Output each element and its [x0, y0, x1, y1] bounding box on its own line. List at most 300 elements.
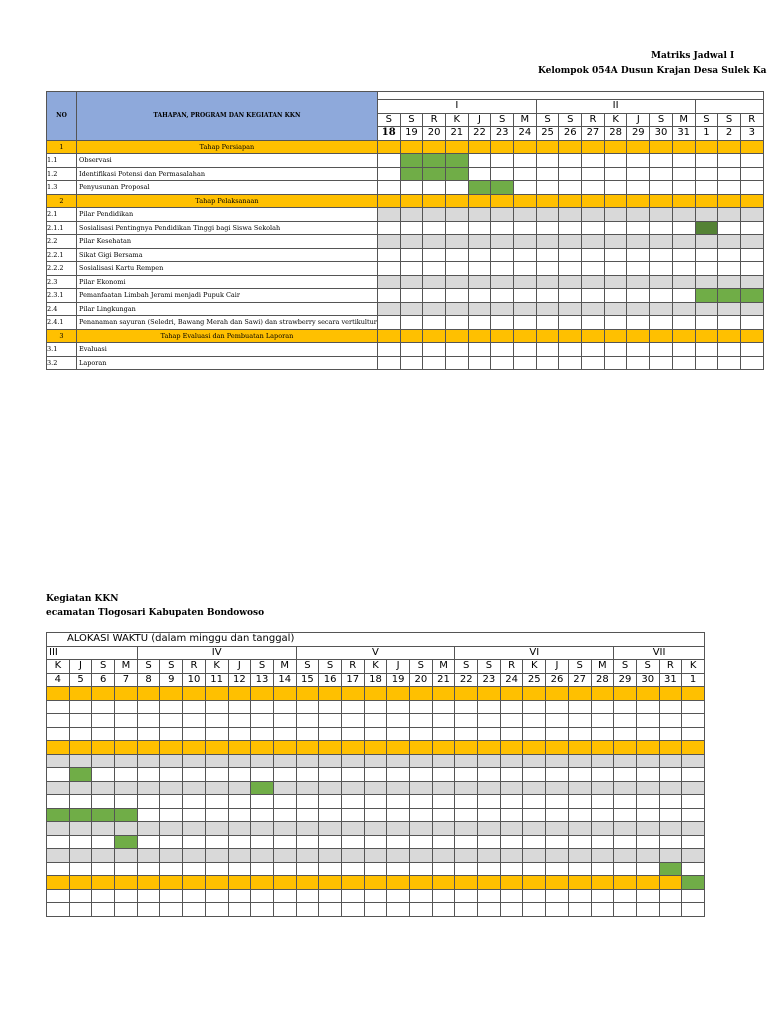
schedule-cell [387, 754, 410, 768]
table-row [47, 795, 705, 809]
date-label: 4 [47, 673, 70, 687]
schedule-cell [137, 862, 160, 876]
table-row [47, 194, 764, 208]
schedule-cell [137, 835, 160, 849]
header-top-blank [377, 92, 763, 100]
day-label: S [455, 660, 478, 674]
schedule-cell [559, 302, 582, 316]
schedule-cell [432, 741, 455, 755]
schedule-cell [627, 208, 650, 222]
schedule-cell [400, 235, 423, 249]
schedule-cell [659, 903, 682, 917]
schedule-cell [92, 700, 115, 714]
schedule-cell [536, 356, 559, 370]
schedule-cell [205, 768, 228, 782]
schedule-cell [341, 903, 364, 917]
schedule-cell [491, 248, 514, 262]
schedule-cell [627, 221, 650, 235]
schedule-cell [251, 889, 274, 903]
schedule-cell [468, 289, 491, 303]
date-label: 24 [500, 673, 523, 687]
schedule-cell [523, 808, 546, 822]
schedule-cell [400, 275, 423, 289]
section-cell [377, 194, 400, 208]
schedule-cell [636, 808, 659, 822]
table-row [47, 154, 764, 168]
schedule-cell [423, 356, 446, 370]
schedule-cell [614, 795, 637, 809]
schedule-cell [604, 235, 627, 249]
schedule-cell [319, 808, 342, 822]
schedule-cell [432, 835, 455, 849]
schedule-cell [432, 781, 455, 795]
schedule-cell [659, 876, 682, 890]
schedule-cell [591, 876, 614, 890]
schedule-cell [115, 700, 138, 714]
table-row [47, 808, 705, 822]
schedule-cell [468, 302, 491, 316]
schedule-cell [319, 754, 342, 768]
schedule-cell [92, 876, 115, 890]
schedule-cell [478, 849, 501, 863]
schedule-cell [69, 754, 92, 768]
schedule-cell [137, 741, 160, 755]
schedule-cell [387, 781, 410, 795]
table-row [47, 768, 705, 782]
schedule-cell [137, 849, 160, 863]
schedule-cell [341, 795, 364, 809]
schedule-cell [273, 795, 296, 809]
schedule-cell [682, 781, 705, 795]
schedule-cell [604, 248, 627, 262]
section-cell [604, 329, 627, 343]
section-cell [740, 329, 763, 343]
section-cell [695, 329, 718, 343]
activity-label: Pilar Pendidikan [77, 208, 378, 222]
schedule-cell [319, 727, 342, 741]
table-row [47, 181, 764, 195]
date-label: 12 [228, 673, 251, 687]
schedule-cell [341, 781, 364, 795]
schedule-cell [523, 849, 546, 863]
schedule-cell [740, 275, 763, 289]
schedule-cell [559, 208, 582, 222]
table-row [47, 208, 764, 222]
schedule-cell [341, 727, 364, 741]
schedule-cell [387, 741, 410, 755]
section-cell [491, 329, 514, 343]
section-cell [672, 329, 695, 343]
schedule-cell [614, 727, 637, 741]
schedule-cell [523, 889, 546, 903]
schedule-cell [251, 687, 274, 701]
schedule-cell [69, 687, 92, 701]
schedule-cell [205, 727, 228, 741]
schedule-cell [183, 768, 206, 782]
activity-label: Laporan [77, 356, 378, 370]
schedule-cell [546, 727, 569, 741]
table-row [47, 221, 764, 235]
schedule-cell [568, 714, 591, 728]
schedule-cell [514, 302, 537, 316]
schedule-cell [455, 835, 478, 849]
schedule-cell [410, 781, 433, 795]
schedule-cell [160, 849, 183, 863]
schedule-cell [718, 316, 741, 330]
schedule-cell [92, 781, 115, 795]
schedule-cell [432, 727, 455, 741]
schedule-cell [591, 795, 614, 809]
schedule-cell [445, 221, 468, 235]
schedule-cell [341, 700, 364, 714]
schedule-cell [296, 714, 319, 728]
schedule-cell [650, 235, 673, 249]
schedule-cell [627, 275, 650, 289]
scheduled-cell [47, 808, 70, 822]
day-label: J [387, 660, 410, 674]
schedule-cell [455, 808, 478, 822]
schedule-cell [183, 754, 206, 768]
date-label: 23 [478, 673, 501, 687]
schedule-cell [491, 154, 514, 168]
schedule-cell [92, 768, 115, 782]
schedule-cell [536, 289, 559, 303]
schedule-cell [445, 208, 468, 222]
activity-label: Sikat Gigi Bersama [77, 248, 378, 262]
schedule-cell [364, 849, 387, 863]
schedule-cell [364, 687, 387, 701]
schedule-cell [92, 835, 115, 849]
schedule-cell [364, 795, 387, 809]
schedule-cell [718, 302, 741, 316]
schedule-cell [377, 221, 400, 235]
table-row [47, 316, 764, 330]
schedule-cell [659, 741, 682, 755]
schedule-cell [410, 754, 433, 768]
schedule-cell [672, 262, 695, 276]
schedule-cell [296, 754, 319, 768]
day-label: S [377, 113, 400, 127]
schedule-cell [659, 700, 682, 714]
day-label: J [468, 113, 491, 127]
schedule-cell [614, 768, 637, 782]
day-label: J [627, 113, 650, 127]
section-cell [536, 140, 559, 154]
schedule-cell [650, 181, 673, 195]
section-cell [582, 140, 605, 154]
schedule-cell [228, 889, 251, 903]
schedule-cell [672, 356, 695, 370]
schedule-cell [695, 316, 718, 330]
schedule-cell [659, 835, 682, 849]
schedule-cell [523, 781, 546, 795]
schedule-cell [740, 262, 763, 276]
section-cell [400, 140, 423, 154]
schedule-cell [546, 903, 569, 917]
schedule-cell [523, 862, 546, 876]
scheduled-cell [115, 808, 138, 822]
activity-label: Sosialisasi Kartu Rempen [77, 262, 378, 276]
schedule-cell [115, 714, 138, 728]
schedule-cell [319, 903, 342, 917]
day-label: R [582, 113, 605, 127]
schedule-cell [160, 808, 183, 822]
day-label: S [695, 113, 718, 127]
schedule-cell [183, 795, 206, 809]
schedule-cell [650, 343, 673, 357]
scheduled-cell [695, 289, 718, 303]
schedule-cell [432, 795, 455, 809]
section-cell [740, 140, 763, 154]
schedule-cell [273, 727, 296, 741]
table-row [47, 302, 764, 316]
schedule-cell [478, 876, 501, 890]
continued-title-line2: ecamatan Tlogosari Kabupaten Bondowoso [46, 608, 265, 618]
schedule-cell [627, 316, 650, 330]
section-cell [514, 140, 537, 154]
schedule-cell [377, 275, 400, 289]
schedule-cell [137, 781, 160, 795]
schedule-cell [319, 876, 342, 890]
date-label: 27 [582, 127, 605, 141]
schedule-cell [115, 781, 138, 795]
schedule-cell [47, 889, 70, 903]
schedule-cell [718, 235, 741, 249]
schedule-cell [500, 754, 523, 768]
section-cell [582, 194, 605, 208]
schedule-cell [47, 741, 70, 755]
day-label: K [205, 660, 228, 674]
schedule-cell [514, 275, 537, 289]
schedule-cell [582, 248, 605, 262]
schedule-cell [183, 862, 206, 876]
schedule-cell [160, 768, 183, 782]
schedule-cell [468, 248, 491, 262]
day-label: M [514, 113, 537, 127]
schedule-cell [455, 687, 478, 701]
schedule-cell [387, 795, 410, 809]
schedule-cell [137, 754, 160, 768]
day-label: K [682, 660, 705, 674]
schedule-cell [636, 700, 659, 714]
schedule-cell [364, 714, 387, 728]
schedule-cell [546, 876, 569, 890]
schedule-cell [523, 795, 546, 809]
date-label: 17 [341, 673, 364, 687]
schedule-cell [400, 221, 423, 235]
schedule-cell [400, 208, 423, 222]
row-number: 2.2.2 [47, 262, 77, 276]
schedule-cell [364, 768, 387, 782]
schedule-cell [627, 235, 650, 249]
date-label: 22 [455, 673, 478, 687]
schedule-cell [591, 849, 614, 863]
schedule-cell [205, 700, 228, 714]
day-label: S [650, 113, 673, 127]
schedule-cell [568, 889, 591, 903]
schedule-cell [559, 262, 582, 276]
schedule-cell [47, 862, 70, 876]
schedule-cell [468, 262, 491, 276]
schedule-cell [695, 356, 718, 370]
schedule-cell [546, 781, 569, 795]
schedule-cell [672, 316, 695, 330]
schedule-cell [69, 714, 92, 728]
schedule-cell [160, 835, 183, 849]
schedule-cell [160, 714, 183, 728]
schedule-cell [205, 822, 228, 836]
table-row [47, 754, 705, 768]
schedule-cell [604, 316, 627, 330]
section-cell [445, 329, 468, 343]
row-number: 3.2 [47, 356, 77, 370]
schedule-cell [445, 248, 468, 262]
schedule-cell [523, 727, 546, 741]
row-number: 2.2 [47, 235, 77, 249]
schedule-cell [115, 876, 138, 890]
schedule-cell [432, 849, 455, 863]
schedule-cell [205, 714, 228, 728]
schedule-cell [364, 835, 387, 849]
schedule-cell [228, 808, 251, 822]
date-label: 19 [387, 673, 410, 687]
scheduled-cell [92, 808, 115, 822]
schedule-cell [160, 754, 183, 768]
schedule-cell [445, 235, 468, 249]
schedule-cell [205, 889, 228, 903]
schedule-cell [568, 727, 591, 741]
schedule-cell [478, 781, 501, 795]
schedule-cell [682, 687, 705, 701]
schedule-cell [455, 822, 478, 836]
schedule-cell [364, 741, 387, 755]
schedule-cell [205, 754, 228, 768]
schedule-cell [228, 741, 251, 755]
day-label: K [445, 113, 468, 127]
schedule-cell [160, 903, 183, 917]
schedule-cell [251, 903, 274, 917]
schedule-cell [500, 714, 523, 728]
schedule-cell [536, 275, 559, 289]
header-no: NO [47, 92, 77, 141]
schedule-cell [445, 181, 468, 195]
schedule-cell [377, 208, 400, 222]
schedule-cell [69, 822, 92, 836]
schedule-cell [650, 221, 673, 235]
week-label: IV [137, 646, 296, 660]
schedule-cell [636, 741, 659, 755]
schedule-cell [387, 700, 410, 714]
schedule-cell [160, 795, 183, 809]
schedule-cell [137, 903, 160, 917]
schedule-cell [682, 741, 705, 755]
schedule-cell [387, 727, 410, 741]
schedule-cell [387, 876, 410, 890]
schedule-cell [400, 356, 423, 370]
schedule-cell [273, 687, 296, 701]
schedule-cell [160, 687, 183, 701]
schedule-cell [228, 795, 251, 809]
section-cell [423, 329, 446, 343]
schedule-cell [478, 700, 501, 714]
schedule-cell [636, 903, 659, 917]
schedule-cell [455, 714, 478, 728]
schedule-cell [582, 181, 605, 195]
schedule-cell [695, 275, 718, 289]
section-cell [468, 329, 491, 343]
schedule-cell [536, 302, 559, 316]
section-cell [468, 140, 491, 154]
schedule-cell [251, 714, 274, 728]
schedule-cell [627, 356, 650, 370]
schedule-cell [614, 862, 637, 876]
schedule-cell [423, 289, 446, 303]
schedule-cell [659, 822, 682, 836]
schedule-cell [478, 714, 501, 728]
activity-label: Pilar Kesehatan [77, 235, 378, 249]
schedule-cell [400, 262, 423, 276]
schedule-cell [47, 835, 70, 849]
schedule-cell [377, 316, 400, 330]
date-label: 25 [536, 127, 559, 141]
schedule-cell [559, 235, 582, 249]
schedule-cell [423, 343, 446, 357]
schedule-cell [364, 781, 387, 795]
schedule-cell [568, 687, 591, 701]
schedule-cell [410, 876, 433, 890]
schedule-cell [682, 849, 705, 863]
schedule-cell [364, 889, 387, 903]
schedule-cell [546, 822, 569, 836]
schedule-cell [251, 700, 274, 714]
schedule-cell [387, 687, 410, 701]
schedule-cell [659, 768, 682, 782]
section-cell [400, 194, 423, 208]
schedule-cell [205, 808, 228, 822]
date-label: 18 [377, 127, 400, 141]
schedule-cell [69, 741, 92, 755]
schedule-cell [559, 154, 582, 168]
schedule-cell [183, 889, 206, 903]
schedule-cell [478, 835, 501, 849]
schedule-cell [468, 316, 491, 330]
schedule-cell [377, 302, 400, 316]
schedule-cell [251, 862, 274, 876]
schedule-cell [491, 221, 514, 235]
day-label: R [659, 660, 682, 674]
schedule-cell [695, 167, 718, 181]
date-label: 22 [468, 127, 491, 141]
day-label: R [423, 113, 446, 127]
schedule-cell [341, 714, 364, 728]
schedule-cell [682, 754, 705, 768]
schedule-cell [160, 700, 183, 714]
schedule-cell [468, 356, 491, 370]
schedule-cell [183, 714, 206, 728]
schedule-cell [364, 754, 387, 768]
schedule-cell [160, 727, 183, 741]
schedule-cell [514, 181, 537, 195]
date-label: 2 [718, 127, 741, 141]
schedule-cell [69, 903, 92, 917]
schedule-cell [341, 889, 364, 903]
schedule-cell [410, 822, 433, 836]
schedule-cell [432, 822, 455, 836]
schedule-cell [523, 714, 546, 728]
schedule-cell [69, 727, 92, 741]
schedule-cell [319, 835, 342, 849]
schedule-cell [718, 248, 741, 262]
